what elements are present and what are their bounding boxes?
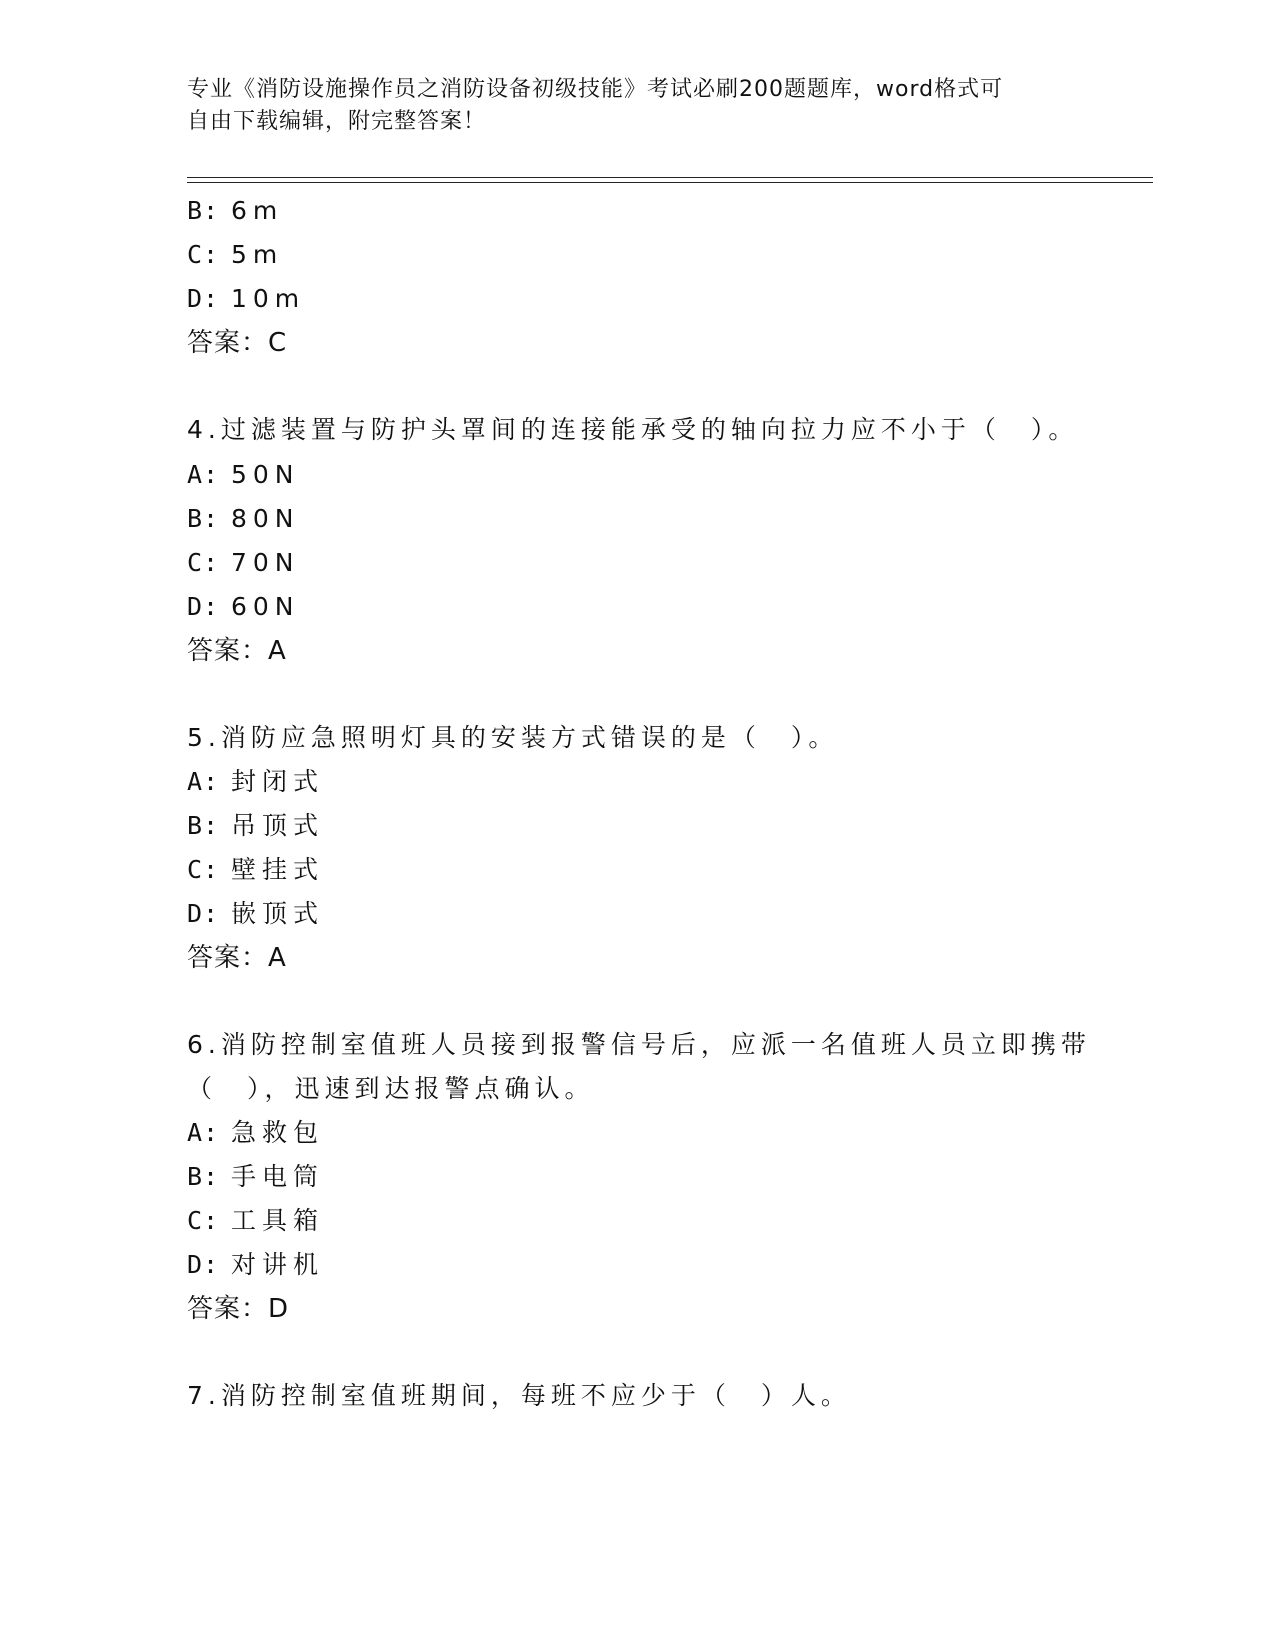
option-d: D: 10m — [187, 284, 306, 313]
option-c: C: 5m — [187, 240, 284, 269]
question-6-line-2: （ ），迅速到达报警点确认。 — [187, 1074, 595, 1103]
option-a: A: 封闭式 — [187, 767, 325, 796]
option-c: C: 70N — [187, 548, 300, 577]
option-b: B: 手电筒 — [187, 1162, 325, 1191]
option-d: D: 60N — [187, 592, 300, 621]
option-c: C: 壁挂式 — [187, 855, 325, 884]
document-header — [187, 74, 1067, 138]
answer: 答案：A — [187, 636, 287, 666]
question-7: 7.消防控制室值班期间，每班不应少于（ ）人。 — [187, 1381, 851, 1410]
option-b: B: 80N — [187, 504, 300, 533]
option-c: C: 工具箱 — [187, 1206, 325, 1235]
option-d: D: 嵌顶式 — [187, 899, 325, 928]
header-line-2: 自由下载编辑，附完整答案！ — [187, 109, 487, 134]
answer: 答案：A — [187, 943, 287, 973]
question-6-line-1: 6.消防控制室值班人员接到报警信号后，应派一名值班人员立即携带 — [187, 1030, 1091, 1059]
option-a: A: 50N — [187, 460, 300, 489]
answer: 答案：D — [187, 1294, 290, 1324]
header-rule-top — [187, 177, 1153, 178]
answer: 答案：C — [187, 328, 288, 358]
question-4: 4.过滤装置与防护头罩间的连接能承受的轴向拉力应不小于（ ）。 — [187, 415, 1079, 444]
option-b: B: 吊顶式 — [187, 811, 325, 840]
header-rule-bottom — [187, 182, 1153, 183]
option-d: D: 对讲机 — [187, 1250, 325, 1279]
option-a: A: 急救包 — [187, 1118, 325, 1147]
option-b: B: 6m — [187, 196, 284, 225]
question-5: 5.消防应急照明灯具的安装方式错误的是（ ）。 — [187, 723, 839, 752]
header-line-1: 专业《消防设施操作员之消防设备初级技能》考试必刷200题题库，word格式可 — [187, 77, 1004, 102]
